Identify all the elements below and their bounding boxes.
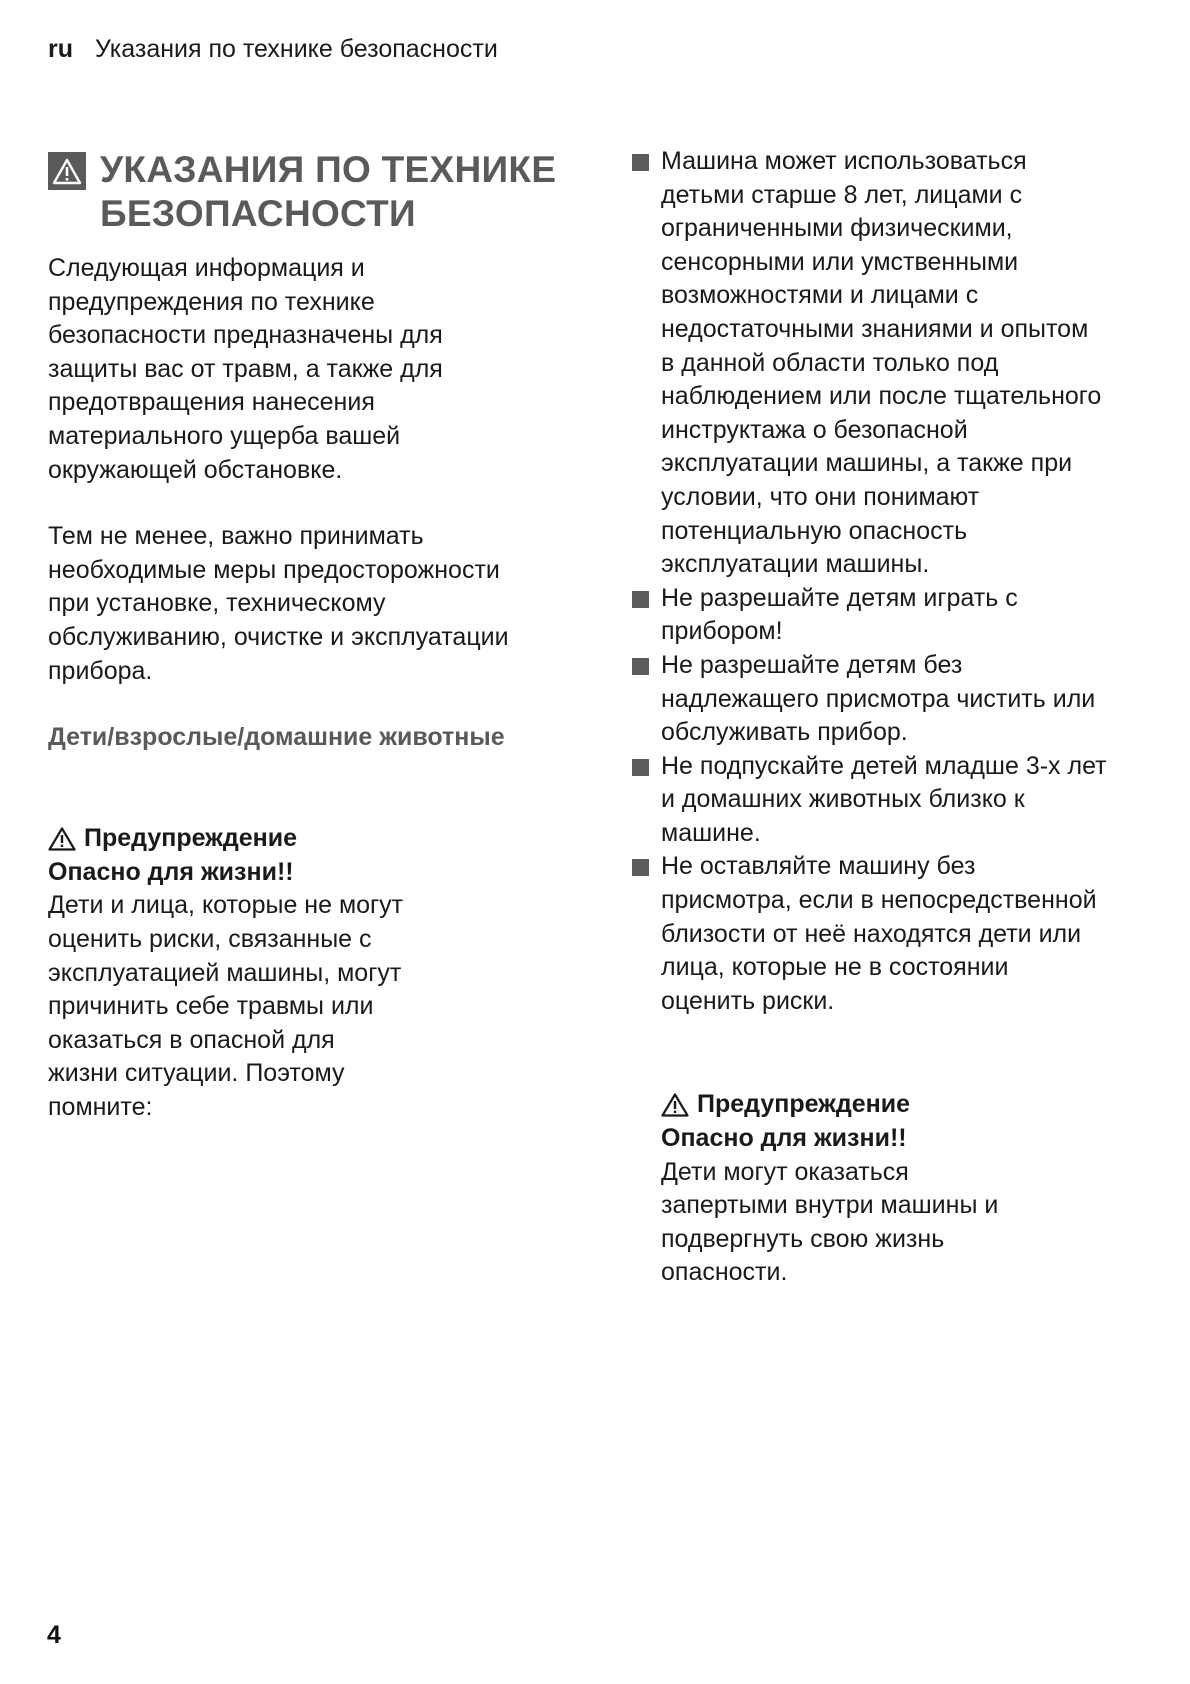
text-line: обслуживать прибор. bbox=[661, 718, 908, 747]
text-line: оценить риски. bbox=[661, 986, 835, 1015]
square-bullet-icon bbox=[632, 154, 649, 171]
list-item bbox=[632, 649, 1152, 750]
text-line: предотвращения нанесения bbox=[48, 388, 375, 417]
text-line: инструктажа о безопасной bbox=[661, 415, 968, 444]
text-line: присмотра, если в непосредственной bbox=[661, 886, 1097, 915]
square-bullet-icon bbox=[632, 591, 649, 608]
warning-subtitle: Опасно для жизни!! bbox=[661, 1124, 907, 1153]
text-line: оценить риски, связанные с bbox=[48, 924, 372, 953]
subsection-heading: Дети/взрослые/домашние животные bbox=[48, 723, 505, 752]
text-line: эксплуатации машины, а также при bbox=[661, 449, 1073, 478]
text-line: Не подпускайте детей младше 3-х лет bbox=[661, 751, 1107, 780]
title-line-2: БЕЗОПАСНОСТИ bbox=[100, 193, 416, 234]
text-line: машине. bbox=[661, 818, 761, 847]
text-line: ограниченными физическими, bbox=[661, 214, 1013, 243]
list-item bbox=[632, 145, 1152, 582]
text-line: необходимые меры предосторожности bbox=[48, 555, 500, 584]
right-column bbox=[632, 145, 1152, 1290]
square-bullet-icon bbox=[632, 859, 649, 876]
text-line: Следующая информация и bbox=[48, 254, 365, 282]
text-line: недостаточными знаниями и опытом bbox=[661, 314, 1089, 343]
text-line: Дети и лица, которые не могут bbox=[48, 891, 404, 920]
text-line: в данной области только под bbox=[661, 348, 999, 377]
warning-triangle-icon bbox=[48, 827, 76, 851]
text-line: Не разрешайте детям без bbox=[661, 650, 963, 679]
square-bullet-icon bbox=[632, 759, 649, 776]
warning-triangle-icon bbox=[48, 152, 86, 190]
safety-bullet-list bbox=[632, 145, 1152, 1018]
text-line: Не разрешайте детям играть с bbox=[661, 583, 1018, 612]
text-line: причинить себе травмы или bbox=[48, 992, 374, 1021]
text-line: при установке, техническому bbox=[48, 589, 386, 618]
list-item bbox=[632, 850, 1152, 1018]
text-line: Тем не менее, важно принимать bbox=[48, 522, 424, 551]
left-column bbox=[48, 148, 588, 1124]
text-line: прибором! bbox=[661, 617, 783, 646]
warning-title bbox=[48, 822, 588, 856]
warning-block bbox=[632, 1088, 1152, 1290]
text-line: помните: bbox=[48, 1092, 153, 1121]
warning-block bbox=[48, 822, 588, 1124]
text-line: и домашних животных близко к bbox=[661, 785, 1025, 814]
text-line: запертыми внутри машины и bbox=[661, 1191, 999, 1220]
running-header bbox=[48, 34, 498, 64]
text-line: окружающей обстановке. bbox=[48, 455, 343, 484]
text-line: лица, которые не в состоянии bbox=[661, 953, 1009, 982]
text-line: возможностями и лицами с bbox=[661, 281, 979, 310]
text-line: детьми старше 8 лет, лицами с bbox=[661, 180, 1023, 209]
language-code: ru bbox=[48, 35, 73, 63]
warning-subtitle: Опасно для жизни!! bbox=[48, 857, 294, 886]
warning-title bbox=[661, 1088, 1152, 1122]
text-line: потенциальную опасность bbox=[661, 516, 968, 545]
precautions-paragraph bbox=[48, 520, 588, 688]
section-name: Указания по технике безопасности bbox=[95, 35, 498, 63]
text-line: опасности. bbox=[661, 1258, 788, 1287]
title-line-1: УКАЗАНИЯ ПО ТЕХНИКЕ bbox=[100, 149, 557, 190]
text-line: близости от неё находятся дети или bbox=[661, 919, 1082, 948]
text-line: предупреждения по технике bbox=[48, 287, 375, 316]
intro-paragraph bbox=[48, 252, 588, 487]
text-line: прибора. bbox=[48, 656, 153, 685]
text-line: подвергнуть свою жизнь bbox=[661, 1224, 945, 1253]
text-line: Не оставляйте машину без bbox=[661, 852, 976, 881]
warning-triangle-icon bbox=[661, 1093, 689, 1117]
text-line: защиты вас от травм, а также для bbox=[48, 354, 443, 383]
text-line: оказаться в опасной для bbox=[48, 1025, 335, 1054]
warning-title-text: Предупреждение bbox=[84, 824, 298, 853]
text-line: наблюдением или после тщательного bbox=[661, 382, 1102, 411]
warning-title-text: Предупреждение bbox=[697, 1090, 911, 1119]
list-item bbox=[632, 582, 1152, 649]
text-line: Дети могут оказаться bbox=[661, 1157, 909, 1186]
text-line: безопасности предназначены для bbox=[48, 321, 443, 350]
text-line: эксплуатации машины. bbox=[661, 550, 930, 579]
text-line: Машина может использоваться bbox=[661, 147, 1027, 175]
text-line: условии, что они понимают bbox=[661, 482, 980, 511]
text-line: обслуживанию, очистке и эксплуатации bbox=[48, 622, 509, 651]
text-line: сенсорными или умственными bbox=[661, 247, 1019, 276]
text-line: жизни ситуации. Поэтому bbox=[48, 1059, 345, 1088]
text-line: надлежащего присмотра чистить или bbox=[661, 684, 1096, 713]
page-number: 4 bbox=[47, 1621, 61, 1649]
text-line: эксплуатацией машины, могут bbox=[48, 958, 402, 987]
text-line: материального ущерба вашей bbox=[48, 421, 401, 450]
page-title bbox=[48, 148, 588, 236]
square-bullet-icon bbox=[632, 658, 649, 675]
list-item bbox=[632, 750, 1152, 851]
